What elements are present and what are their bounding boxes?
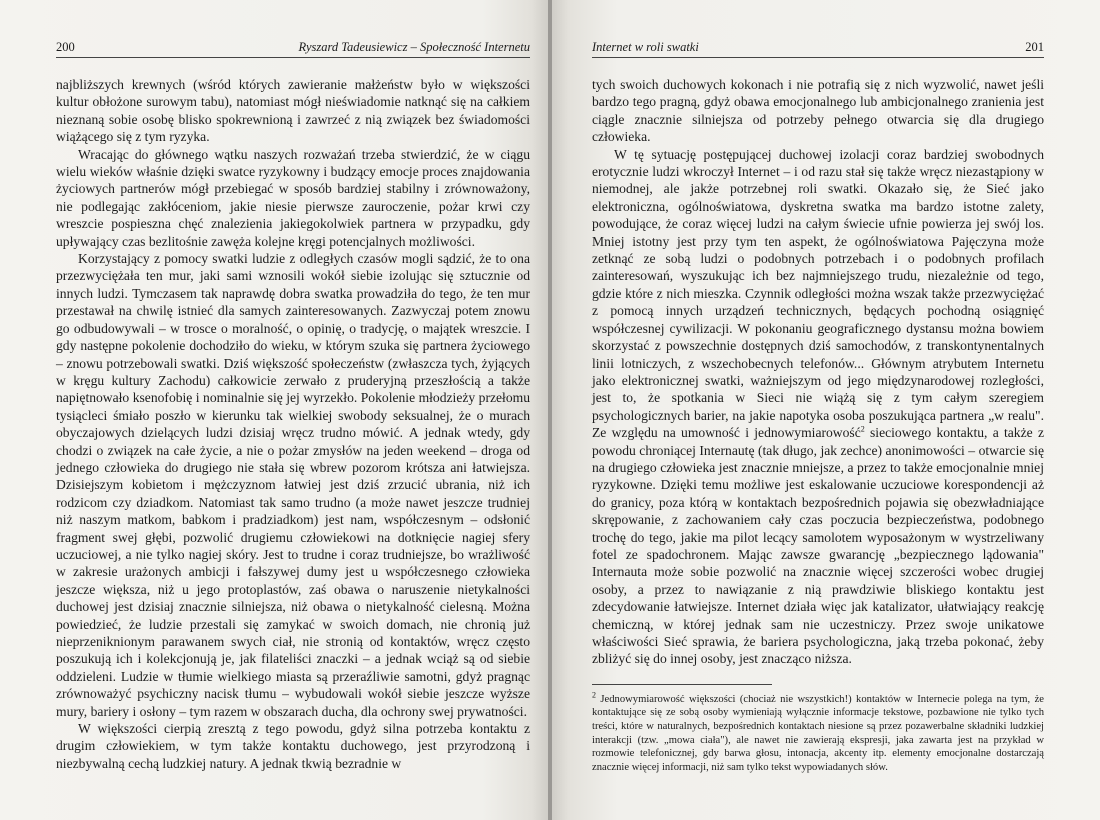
right-running-head — [592, 40, 1044, 58]
right-page-number: 201 — [1025, 40, 1044, 54]
left-paragraph-2: Wracając do głównego wątku naszych rozważań trzeba stwierdzić, że w ciągu wielu wieków właśnie dzięki swatce ryzykowny i budzący emocje proces znajdowania życiowych partnerów mógł przebiegać w sposób bardziej stabilny i zrównoważony, nie podlegając zakłóceniom, jakie niesie pierwsze zauroczenie, pożar krwi czy wreszcie pospieszna chęć znalezienia jakiegokolwiek partnera w przypadku, gdy upływający czas bezlitośnie zawęża kolejne kręgi potencjalnych możliwości. — [56, 146, 530, 249]
left-running-title: Ryszard Tadeusiewicz – Społeczność Internetu — [298, 40, 530, 54]
right-body-text — [592, 76, 1044, 668]
right-running-title: Internet w roli swatki — [592, 40, 699, 54]
footnote-marker: 2 — [592, 690, 596, 700]
left-paragraph-1: najbliższych krewnych (wśród których zawieranie małżeństw było w większości kultur obłożone surowym tabu), natomiast mógł nieświadomie natknąć się na całkiem nieznaną sobie osobę blisko spokrewnioną i zawrzeć z nią związek bez świadomości wiążącego się z tym ryzyka. — [56, 77, 530, 145]
left-paragraph-4: W większości cierpią zresztą z tego powodu, gdyż silna potrzeba kontaktu z drugim człowiekiem, w tym także kontaktu duchowego, jest przyrodzoną i niezbywalną cechą ludzkiej natury. A jednak tkwią bezradnie w — [56, 721, 530, 771]
footnote-rule — [592, 684, 772, 685]
right-page — [552, 0, 1100, 820]
left-page-number: 200 — [56, 40, 75, 54]
footnote-text: Jednowymiarowość większości (chociaż nie wszystkich!) kontaktów w Internecie polega na tym, że kontaktujące się ze sobą osoby wymieniają wyłącznie informacje tekstowe, pozbawione nie tylko tych treści, które w naturalnych, bezpośrednich kontaktach niesione są przez pozawerbalne składniki ludzkiej interakcji (tzw. „mowa ciała"), ale nawet nie zawierają ekspresji, jaka zawarta jest na przykład w rozmowie telefonicznej, gdy barwa głosu, intonacja, akcenty itp. elementy emocjonalne dostarczają znacznie więcej informacji, niż sam tylko tekst wypowiadanych słów. — [592, 693, 1044, 773]
right-paragraph-1: tych swoich duchowych kokonach i nie potrafią się z nich wyzwolić, nawet jeśli bardzo tego pragną, gdyż obawa emocjonalnego lub ambicjonalnego zranienia jest ciągle znacznie silniejsza od potrzeby pełnego otwarcia się dla drugiego człowieka. — [592, 77, 1044, 145]
right-paragraph-2-text: W tę sytuację postępującej duchowej izolacji coraz bardziej swobodnych erotycznie ludzi wkroczył Internet – i od razu stał się także wręcz niezastąpiony w niemodnej, ale jakże potrzebnej roli swatki. Okazało się, że Sieć jako elektroniczna, ogólnoświatowa, dyskretna swatka ma bardzo istotne zalety, powodujące, że coraz więcej ludzi na całym świecie ufnie powierza jej swój los. Mniej istotny jest przy tym ten aspekt, że ogólnoświatowa Pajęczyna może zetknąć ze sobą ludzi o podobnych potrzebach i o podobnych profilach zainteresowań, wyszukując ich bez najmniejszego trudu, niezależnie od tego, gdzie które z nich mieszka. Czynnik odległości można wszak także przezwyciężać z pomocą innych urządzeń technicznych, będących pochodną osiągnięć współczesnej cywilizacji. W pokonaniu geograficznego dystansu można bowiem skorzystać z powszechnie dostępnych dziś samochodów, z transkontynentalnych linii lotniczych, z wszechobecnych telefonów... Głównym atrybutem Internetu jako elektronicznej swatki, ważniejszym od jego międzynarodowej rozległości, jest to, że spotkania w Sieci nie wiążą się z tym całym szeregiem psychologicznych barier, na jakie napotyka osoba poszukująca partnera „w realu". Ze względu na umowność i jednowymiarowość — [592, 146, 1044, 441]
right-paragraph-2 — [592, 146, 1044, 668]
left-running-head — [56, 40, 530, 58]
footnote-reference: 2 — [860, 424, 865, 434]
right-paragraph-2-continued: sieciowego kontaktu, a także z powodu chroniącej Internautę (tak długo, jak zechce) anonimowości – otwarcie się na drugiego człowieka jest znacznie mniejsze, a przez to także emocjonalnie mniej ryzykowne. Dzięki temu możliwe jest eskalowanie uczuciowe korespondencji aż do granicy, poza którą w kontaktach bezpośrednich pojawia się obezwładniające skrępowanie, z zachowaniem cały czas poczucia bezpieczeństwa, podobnego trochę do tego, jakie ma pilot lecący samolotem wyposażonym w wystrzeliwany fotel ze spadochronem. Mając zawsze gwarancję „bezpiecznego lądowania" Internauta może sobie pozwolić na znacznie więcej szczerości wobec drugiej osoby, a przez to nawiązanie z nią prawdziwie bliskiego kontaktu jest zdecydowanie łatwiejsze. Internet działa więc jak katalizator, ułatwiający reakcję chemiczną, w której jednak sam nie uczestniczy. Przez swoje unikatowe właściwości Sieć sprawia, że bariera psychologiczna, jaką trzeba pokonać, żeby zbliżyć się do innej osoby, jest znacząco niższa. — [592, 425, 1044, 667]
left-paragraph-3: Korzystający z pomocy swatki ludzie z odległych czasów mogli sądzić, że to ona przezwyciężała ten mur, jaki sami wznosili wokół siebie izolując się sztucznie od innych ludzi. Tymczasem tak naprawdę dobra swatka prowadziła do tego, że ten mur przestawał na chwilę istnieć dla samych zainteresowanych. Zazwyczaj potem znowu go odbudowywali – w trosce o moralność, o opinię, o tradycję, o majątek wreszcie. I gdy następne pokolenie dochodziło do wieku, w którym szuka się partnera życiowego – znowu potrzebowali swatki. Dziś większość społeczeństw (zwłaszcza tych, żyjących w kręgu kultury Zachodu) całkowicie zerwało z pruderyjną przeszłością a także napiętnowało ksenofobię i nominalnie się jej wyrzekło. Pokolenie młodzieży przełomu tysiącleci śmiało poszło w kierunku tak wielkiej swobody seksualnej, że o murach obyczajowych dzielących ludzi dzisiaj wręcz trudno mówić. A jednak wtedy, gdy chodzi o związek na całe życie, a nie o pożar zmysłów na jeden weekend – droga od jednego człowieka do drugiego nie stała się wbrew pozorom krótsza ani łatwiejsza. Dzisiejszym kobietom i mężczyznom łatwiej jest dziś zrzucić ubrania, niż ich rodzicom czy dziadkom. Natomiast tak samo trudno (a może nawet jeszcze trudniej niż naszym matkom, babkom i pradziadkom) jest nam, współczesnym – odsłonić fragment swej głębi, pozwolić drugiemu człowiekowi na dotknięcie nagiej sfery uczuciowej, a nie tylko nagiej skóry. Jest to trudne i coraz trudniejsze, bo wrażliwość w zakresie urażonych ambicji i fałszywej dumy jest u współczesnego człowieka jeszcze większa, niż u jego protoplastów, zaś obawa o naruszenie nietykalności duchowej jest dzisiaj znacznie silniejsza, niż obawa o nietykalność cielesną. Można powiedzieć, że ludzie przestali się zamykać w swoich domach, nie chronią już nieprzeniknionym parawanem swych ciał, nie stronią od kontaktów, wręcz często poszukują ich i kolekcjonują je, jak filateliści znaczki – a jednak wciąż są od siebie oddzieleni. Ludzie w tłumie wielkiego miasta są przeraźliwie samotni, gdyż pragnąc zrównoważyć psychiczny nacisk tłumu – wybudowali wokół siebie jeszcze wyższe mury, bariery i osłony – tym razem w obszarach ducha, dla ochrony swej prywatności. — [56, 251, 530, 719]
footnote — [592, 690, 1044, 775]
left-page — [0, 0, 548, 820]
left-body-text — [56, 76, 530, 772]
